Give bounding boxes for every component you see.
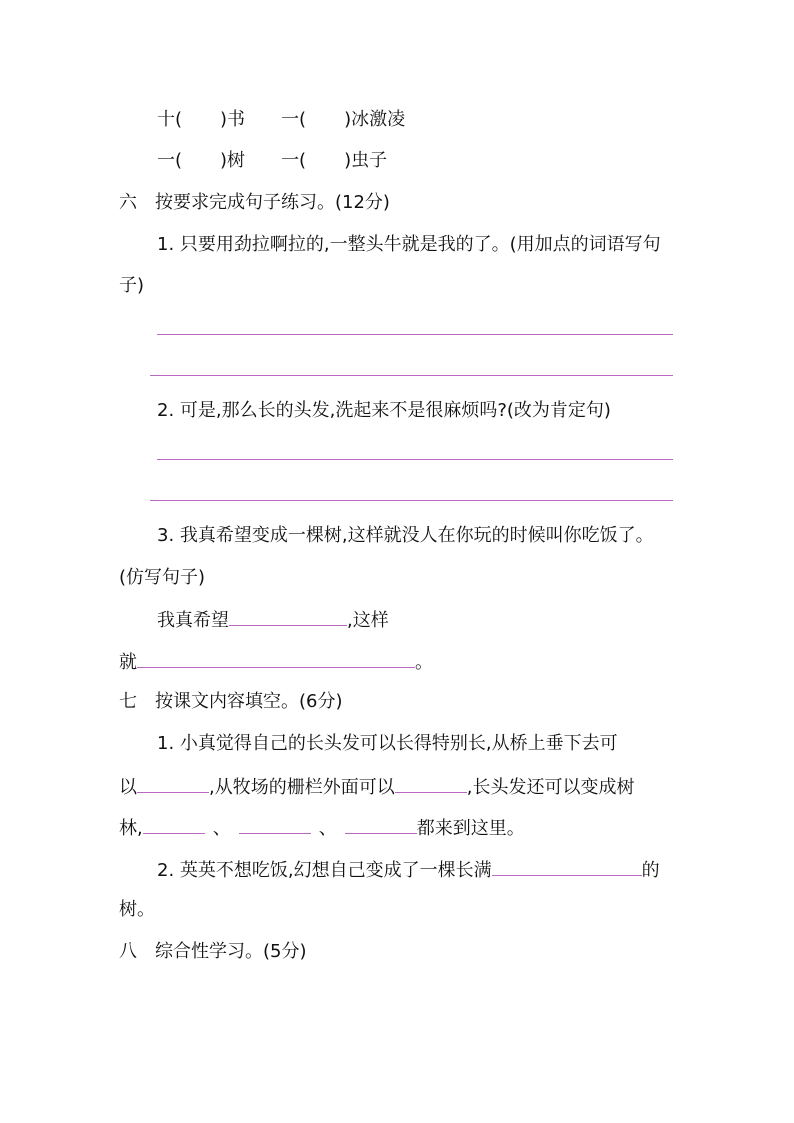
section-6-q1-answer-line-2[interactable] [150, 375, 673, 376]
section-7-q1-l3-a: 林, [119, 818, 143, 839]
section-7-q1-l3-c: 、 [318, 818, 337, 839]
section-7-q1-l2-a: 以 [119, 777, 137, 798]
section-7-q1-line3 [119, 815, 525, 841]
section-6-q3-fill-d: 。 [415, 652, 433, 673]
section-8-heading: 八 综合性学习。(5分) [119, 941, 307, 962]
section-7-q2-line1 [157, 857, 660, 883]
section-6-q3-fill-line-1 [157, 607, 389, 633]
section-6-q3-fill-c: 就 [119, 652, 137, 673]
fill-row-2-b-prefix: 一( [281, 150, 307, 171]
fill-row-1-a-prefix: 十( [157, 109, 183, 130]
fill-row-1 [157, 108, 405, 132]
section-6-q3-blank-2[interactable] [137, 649, 415, 668]
section-7-q1-l2-c: ,长头发还可以变成树 [466, 777, 635, 798]
fill-row-1-a-suffix: )书 [220, 109, 246, 130]
section-6-q3-line1: 3. 我真希望变成一棵树,这样就没人在你玩的时候叫你吃饭了。 [157, 525, 654, 546]
fill-row-1-b-suffix: )冰激凌 [344, 109, 406, 130]
fill-row-2 [157, 149, 387, 173]
section-6-q3-fill-a: 我真希望 [157, 610, 229, 631]
section-6-q3-blank-1[interactable] [229, 607, 347, 626]
section-6-q1-line1: 1. 只要用劲拉啊拉的,一整头牛就是我的了。(用加点的词语写句 [157, 234, 661, 255]
section-7-q1-blank-4[interactable] [239, 815, 311, 834]
section-7-heading: 七 按课文内容填空。(6分) [119, 691, 343, 712]
fill-row-2-a-prefix: 一( [157, 150, 183, 171]
section-7-q1-l3-b: 、 [212, 818, 231, 839]
section-6-q2: 2. 可是,那么长的头发,洗起来不是很麻烦吗?(改为肯定句) [157, 400, 611, 421]
fill-row-2-a-suffix: )树 [220, 150, 246, 171]
section-7-q1-blank-3[interactable] [143, 815, 205, 834]
section-7-q1-l3-d: 都来到这里。 [416, 818, 525, 839]
section-6-q1-line2: 子) [119, 275, 145, 296]
section-7-q1-blank-5[interactable] [345, 815, 417, 834]
fill-row-1-b-prefix: 一( [281, 109, 307, 130]
section-6-q2-answer-line-1[interactable] [157, 459, 673, 460]
section-6-q2-answer-line-2[interactable] [150, 500, 673, 501]
section-6-q3-fill-b: ,这样 [347, 610, 389, 631]
section-7-q1-blank-2[interactable] [395, 774, 467, 793]
section-6-q1-answer-line-1[interactable] [157, 334, 673, 335]
section-7-q1-blank-1[interactable] [137, 774, 209, 793]
section-7-q2-blank[interactable] [492, 857, 642, 876]
section-7-q2-line2: 树。 [119, 899, 155, 920]
section-7-q1-l2-b: ,从牧场的栅栏外面可以 [209, 777, 395, 798]
section-7-q1-line2 [119, 774, 634, 800]
section-6-q3-fill-line-2 [119, 649, 433, 675]
section-7-q2-a: 2. 英英不想吃饭,幻想自己变成了一棵长满 [157, 860, 492, 881]
section-6-q3-line2: (仿写句子) [119, 567, 206, 588]
section-7-q2-b: 的 [641, 860, 660, 881]
fill-row-2-b-suffix: )虫子 [344, 150, 388, 171]
section-6-heading: 六 按要求完成句子练习。(12分) [119, 192, 390, 213]
section-7-q1-line1: 1. 小真觉得自己的长头发可以长得特别长,从桥上垂下去可 [157, 733, 618, 754]
